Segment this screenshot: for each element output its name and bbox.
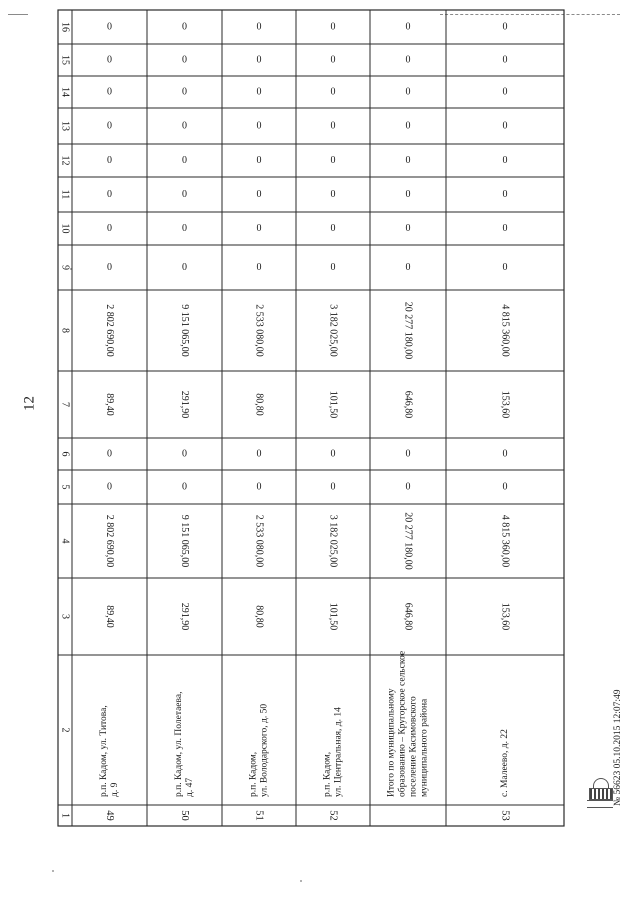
cell-value-col-3: 646,80 [402, 602, 414, 631]
cell-value-col-13: 0 [330, 120, 336, 132]
cell-value-col-7: 101,50 [327, 390, 339, 419]
cell-value-col-5: 0 [405, 481, 411, 493]
cell-value-col-3: 153,60 [499, 602, 511, 631]
page-number: 12 [21, 396, 38, 411]
cell-value-col-6: 0 [405, 448, 411, 460]
cell-value-col-14: 0 [502, 86, 508, 98]
cell-value-col-8: 20 277 180,00 [402, 301, 414, 360]
cell-value-col-15: 0 [256, 54, 262, 66]
cell-value-col-14: 0 [182, 86, 187, 98]
edo-seal-icon [585, 776, 615, 810]
cell-value-col-10: 0 [182, 223, 187, 234]
cell-value-col-16: 0 [405, 21, 411, 33]
address-line: Итого по муниципальному [386, 688, 397, 797]
column-number: 12 [59, 155, 71, 166]
column-number: 9 [59, 265, 71, 270]
column-number: 7 [59, 402, 71, 407]
cell-value-col-11: 0 [182, 189, 187, 200]
cell-value-col-7: 153,60 [499, 390, 511, 419]
cell-value-col-9: 0 [256, 262, 262, 273]
cell-value-col-15: 0 [107, 54, 112, 66]
cell-value-col-6: 0 [502, 448, 508, 460]
cell-value-col-15: 0 [502, 54, 508, 66]
row-number: 51 [253, 810, 265, 821]
cell-value-col-10: 0 [256, 223, 262, 234]
column-number: 8 [59, 328, 71, 333]
address-line: поселение Касимовского [408, 696, 419, 797]
cell-value-col-5: 0 [502, 481, 508, 493]
cell-value-col-9: 0 [405, 262, 411, 273]
cell-value-col-14: 0 [330, 86, 336, 98]
address-line: р.п. Кадом, ул. Титова, [99, 705, 109, 797]
cell-value-col-3: 101,50 [327, 602, 339, 631]
address-line: р.п. Кадом, [322, 751, 333, 797]
cell-value-col-14: 0 [405, 86, 411, 98]
cell-value-col-15: 0 [330, 54, 336, 66]
cell-value-col-5: 0 [107, 481, 112, 493]
table-border [58, 10, 564, 826]
cell-value-col-10: 0 [330, 223, 336, 234]
cell-value-col-16: 0 [107, 21, 112, 33]
cell-value-col-4: 9 151 065,00 [179, 514, 190, 568]
row-number: 53 [499, 810, 511, 821]
cell-value-col-9: 0 [502, 262, 508, 273]
row-number: 52 [327, 810, 339, 821]
column-number: 2 [59, 727, 71, 733]
address-line: ул. Центральная, д. 14 [333, 707, 344, 797]
cell-value-col-3: 291,90 [179, 602, 190, 631]
cell-value-col-5: 0 [256, 481, 262, 493]
cell-value-col-4: 20 277 180,00 [402, 512, 414, 570]
address-line: р.п. Кадом, [248, 751, 259, 797]
cell-value-col-16: 0 [256, 21, 262, 33]
table-row [174, 22, 195, 821]
table-row [323, 22, 344, 821]
cell-value-col-6: 0 [107, 448, 112, 460]
table-row [500, 22, 511, 821]
cell-value-col-13: 0 [256, 120, 262, 132]
cell-value-col-12: 0 [330, 155, 336, 166]
row-number: 49 [104, 810, 115, 821]
cell-value-col-14: 0 [107, 86, 112, 98]
cell-value-col-15: 0 [182, 54, 187, 66]
cell-value-col-16: 0 [502, 21, 508, 33]
cell-value-col-6: 0 [256, 448, 262, 460]
cell-value-col-10: 0 [405, 223, 411, 234]
column-number: 16 [59, 22, 71, 32]
address-line: ул. Володарского, д. 50 [259, 703, 270, 797]
table-row [99, 22, 120, 821]
address-line: р.п. Кадом, ул. Полетаева, [174, 691, 184, 797]
cell-value-col-7: 89,40 [104, 393, 115, 416]
cell-value-col-8: 2 533 080,00 [253, 304, 265, 357]
cell-value-col-9: 0 [107, 262, 112, 273]
column-number: 14 [59, 87, 71, 97]
cell-value-col-4: 2 533 080,00 [253, 514, 265, 568]
address-line: д. 47 [185, 777, 195, 797]
registration-stamp: № 56623 05.10.2015 12:07:49 [613, 689, 623, 806]
column-number: 15 [59, 55, 71, 65]
cell-value-col-12: 0 [182, 155, 187, 166]
cell-value-col-6: 0 [330, 448, 336, 460]
column-number: 4 [59, 538, 71, 544]
column-number: 11 [59, 189, 71, 200]
address-line: образованию – Кругорское сельское [397, 650, 408, 797]
row-number: 50 [179, 810, 190, 821]
cell-value-col-13: 0 [107, 120, 112, 132]
table-row [387, 22, 430, 798]
address-line: муниципального района [419, 698, 430, 797]
column-number: 10 [59, 223, 71, 234]
column-number: 6 [59, 451, 71, 457]
cell-value-col-16: 0 [182, 21, 187, 33]
column-number: 1 [59, 813, 71, 818]
cell-value-col-3: 89,40 [104, 605, 115, 628]
cell-value-col-11: 0 [256, 189, 262, 200]
cell-value-col-13: 0 [502, 120, 508, 132]
cell-value-col-11: 0 [405, 189, 411, 200]
cell-value-col-12: 0 [107, 155, 112, 166]
cell-value-col-10: 0 [502, 223, 508, 234]
cell-value-col-8: 2 802 690,00 [104, 304, 115, 357]
cell-value-col-7: 291,90 [179, 390, 190, 419]
cell-value-col-3: 80,80 [253, 605, 265, 628]
cell-value-col-7: 80,80 [253, 393, 265, 416]
cell-value-col-9: 0 [330, 262, 336, 273]
cell-value-col-6: 0 [182, 448, 187, 460]
cell-value-col-5: 0 [330, 481, 336, 493]
cell-value-col-8: 4 815 360,00 [499, 304, 511, 357]
cell-value-col-7: 646,80 [402, 390, 414, 419]
address-line: с. Малеево, д. 22 [500, 729, 510, 797]
column-number: 13 [59, 121, 71, 131]
cell-value-col-13: 0 [405, 120, 411, 132]
address-line: д. 9 [110, 782, 120, 797]
table-row [249, 22, 270, 821]
cell-value-col-12: 0 [502, 155, 508, 166]
cell-value-col-4: 4 815 360,00 [499, 514, 511, 568]
cell-value-col-4: 3 182 025,00 [327, 514, 339, 568]
cell-value-col-8: 3 182 025,00 [327, 304, 339, 357]
cell-value-col-15: 0 [405, 54, 411, 66]
cell-value-col-12: 0 [405, 155, 411, 166]
cell-value-col-13: 0 [182, 120, 187, 132]
column-number: 5 [59, 484, 71, 490]
cell-value-col-5: 0 [182, 481, 187, 493]
cell-value-col-10: 0 [107, 223, 112, 234]
cell-value-col-11: 0 [330, 189, 336, 200]
cell-value-col-4: 2 802 690,00 [104, 514, 115, 568]
cell-value-col-11: 0 [107, 189, 112, 200]
column-number: 3 [59, 614, 71, 619]
cell-value-col-11: 0 [502, 189, 508, 200]
cell-value-col-14: 0 [256, 86, 262, 98]
cell-value-col-12: 0 [256, 155, 262, 166]
cell-value-col-8: 9 151 065,00 [179, 304, 190, 357]
cell-value-col-9: 0 [182, 262, 187, 273]
cell-value-col-16: 0 [330, 21, 336, 33]
